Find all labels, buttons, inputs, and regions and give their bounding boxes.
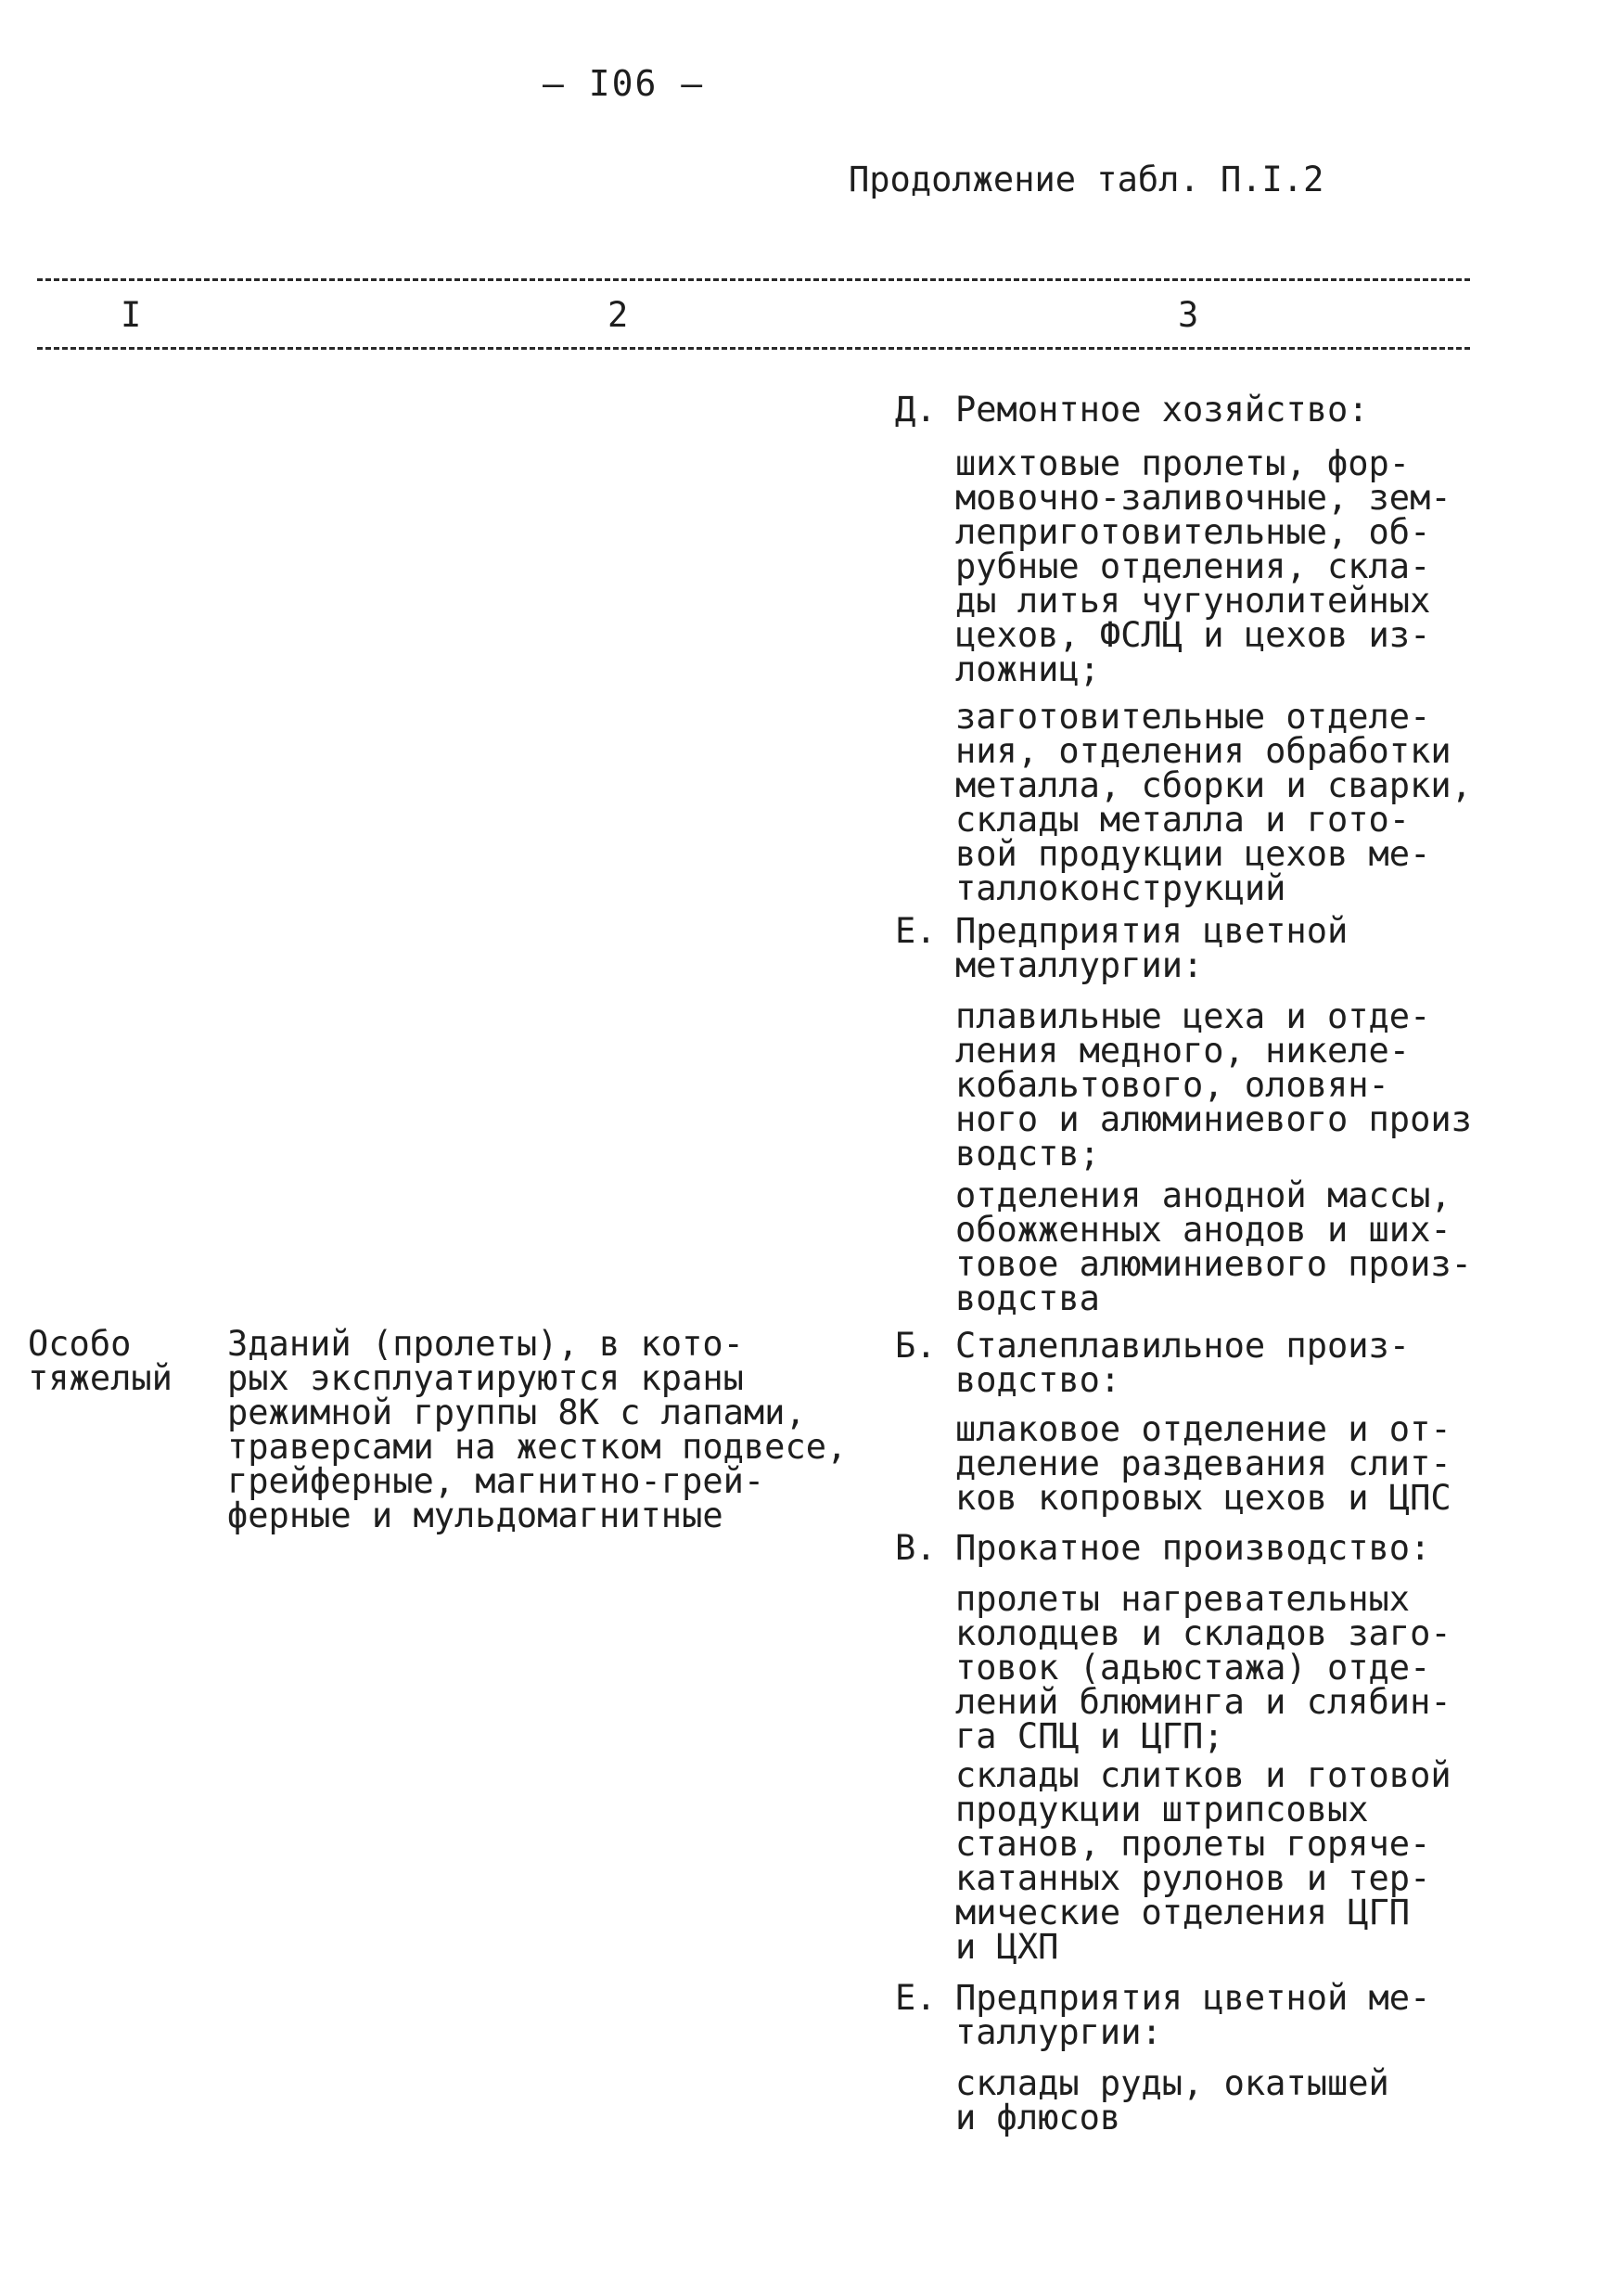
section-item: заготовительные отделе- ния, отделения обработки металла, сборки и сварки, склады металла и гото- вой продукции цехов ме- таллоконструкций xyxy=(955,697,1472,908)
page-number: – I06 – xyxy=(543,63,705,104)
section-letter: Е. xyxy=(895,1978,937,2018)
section-item: плавильные цеха и отде- ления медного, никеле- кобальтового, оловян- ного и алюминиевого произ водств; xyxy=(955,996,1472,1174)
section-letter: В. xyxy=(895,1528,937,1568)
column-header-3: 3 xyxy=(1178,295,1199,335)
section-letter: Б. xyxy=(895,1326,937,1366)
section-item: пролеты нагревательных колодцев и складов заго- товок (адьюстажа) отде- лений блюминга и слябин- га СПЦ и ЦГП; xyxy=(955,1579,1451,1756)
section-title: Предприятия цветной ме- таллургии: xyxy=(955,1978,1431,2052)
table-top-rule xyxy=(37,278,1470,281)
section-letter: Е. xyxy=(895,911,937,951)
regime-name: Особо тяжелый xyxy=(28,1324,173,1398)
section-item: шлаковое отделение и от- деление раздевания слит- ков копровых цехов и ЦПС xyxy=(955,1409,1451,1518)
column-header-1: I xyxy=(121,295,142,335)
section-title: Сталеплавильное произ- водство: xyxy=(955,1326,1411,1400)
section-item: склады слитков и готовой продукции штрипсовых станов, пролеты горяче- катанных рулонов и тер- мические отделения ЦГП и ЦХП xyxy=(955,1755,1451,1967)
section-title: Ремонтное хозяйство: xyxy=(955,390,1369,430)
section-title: Предприятия цветной металлургии: xyxy=(955,911,1349,985)
section-item: шихтовые пролеты, фор- мовочно-заливочные, зем- леприготовительные, об- рубные отделения, скла- ды литья чугунолитейных цехов, ФСЛЦ и цехов из- ложниц; xyxy=(955,443,1451,689)
regime-description: Зданий (пролеты), в кото- рых эксплуатируются краны режимной группы 8К с лапами, траверсами на жестком подвесе, грейферные, магнитно-грей- ферные и мульдомагнитные xyxy=(227,1324,848,1535)
continuation-title: Продолжение табл. П.I.2 xyxy=(849,160,1324,199)
table-header-rule xyxy=(37,347,1470,350)
section-item: отделения анодной массы, обожженных анодов и ших- товое алюминиевого произ- водства xyxy=(955,1175,1472,1318)
column-header-2: 2 xyxy=(607,295,629,335)
section-title: Прокатное производство: xyxy=(955,1528,1431,1568)
section-item: склады руды, окатышей и флюсов xyxy=(955,2063,1389,2137)
section-letter: Д. xyxy=(895,390,937,430)
